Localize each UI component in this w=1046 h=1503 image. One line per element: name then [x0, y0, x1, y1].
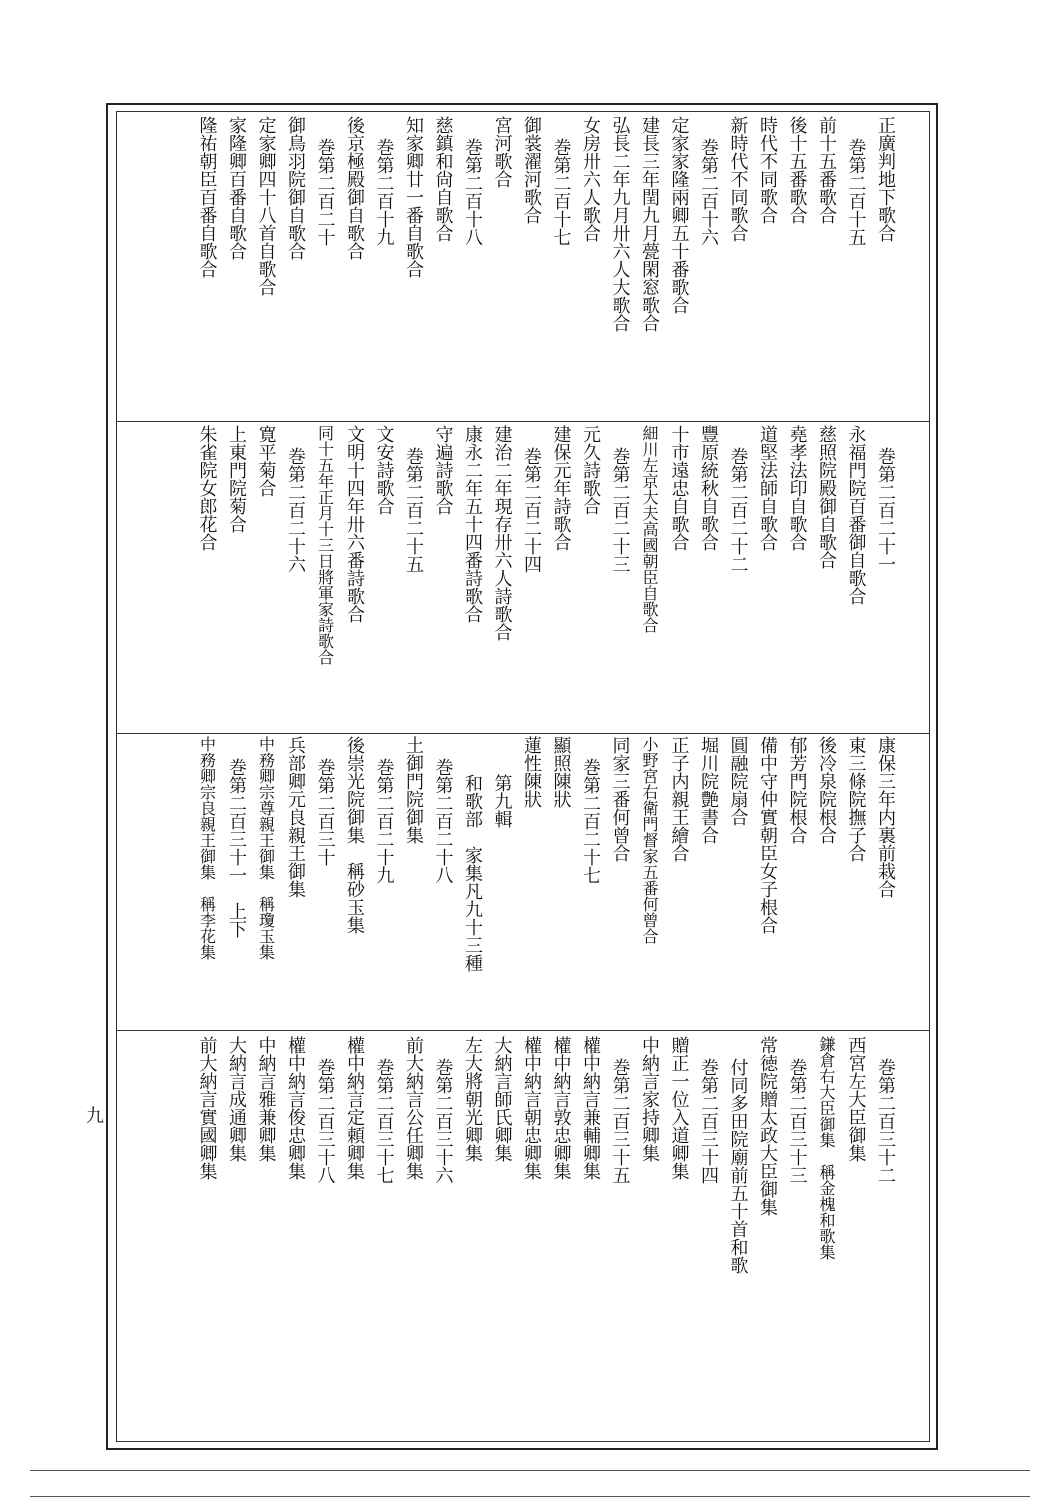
entry-column: 後崇光院御集 稱砂玉集: [344, 736, 365, 934]
entry-column: 後京極殿御自歌合: [344, 116, 365, 260]
entry-column: 朱雀院女郎花合: [196, 425, 218, 551]
entry-column: 巻第二百十五: [845, 138, 867, 246]
entry-column: 圓融院扇合: [727, 736, 749, 826]
entry-column: 文明十四年卅六番詩歌合: [344, 425, 365, 623]
entry-column: 正廣判地下歌合: [875, 116, 896, 242]
entry-column: 時代不同歌合: [757, 116, 778, 224]
entry-column: 大納言師氏卿集: [491, 1036, 513, 1162]
entry-column: 慈照院殿御自歌合: [816, 425, 837, 569]
entry-column: 巻第二百二十六: [285, 447, 306, 573]
entry-column: 文安詩歌合: [373, 425, 395, 515]
entry-column: 小野宮右衛門督家五番何曾合: [640, 736, 659, 944]
entry-column: 鎌倉右大臣御集 稱金槐和歌集: [817, 1036, 836, 1260]
entry-column: 權中納言兼輔卿集: [580, 1036, 601, 1180]
entry-column: 巻第二百十六: [698, 138, 719, 246]
footer-rule: [30, 1496, 1030, 1497]
entry-column: 巻第二百三十一 上下: [226, 758, 247, 938]
entry-column: 定家卿四十八首自歌合: [255, 116, 277, 296]
entry-column: 巻第二百二十一: [875, 447, 896, 573]
entry-column: 同家三番何曾合: [609, 736, 631, 862]
entry-column: 前大納言公任卿集: [403, 1036, 424, 1180]
entry-column: 權中納言定頼卿集: [344, 1036, 365, 1180]
entry-column: 大納言成通卿集: [226, 1036, 247, 1162]
entry-column: 中納言家持卿集: [639, 1036, 660, 1162]
entry-column: 上東門院菊合: [226, 425, 247, 533]
entry-column: 定家家隆兩卿五十番歌合: [668, 116, 690, 314]
entry-column: 隆祐朝臣百番自歌合: [196, 116, 218, 278]
entry-column: 巻第二百二十九: [373, 758, 395, 884]
entry-column: 中務卿宗尊親王御集 稱瓊玉集: [256, 736, 276, 960]
entry-column: 知家卿廿一番自歌合: [403, 116, 424, 278]
page-number: 九: [83, 1106, 104, 1124]
entry-column: 建保元年詩歌合: [550, 425, 572, 551]
entry-column: 堯孝法印自歌合: [786, 425, 808, 551]
entry-column: 巻第二百二十二: [727, 447, 749, 573]
entry-column: 和歌部 家集凡九十三種: [462, 774, 483, 972]
entry-column: 康永二年五十四番詩歌合: [462, 425, 483, 623]
entry-column: 豐原統秋自歌合: [698, 425, 719, 551]
entry-column: 中務卿宗良親王御集 稱李花集: [197, 736, 217, 960]
entry-column: 巻第二百十八: [462, 138, 483, 246]
entry-column: 權中納言俊忠卿集: [285, 1036, 306, 1180]
entry-column: 守遍詩歌合: [432, 425, 454, 515]
entry-column: 兵部卿元良親王御集: [285, 736, 306, 898]
entry-column: 巻第二百二十三: [609, 447, 631, 573]
entry-column: 郁芳門院根合: [786, 736, 808, 844]
band-2: [140, 425, 900, 735]
entry-column: 常徳院贈太政大臣御集: [757, 1036, 778, 1216]
entry-column: 左大將朝光卿集: [462, 1036, 483, 1162]
entry-column: 權中納言朝忠卿集: [521, 1036, 542, 1180]
entry-column: 康保三年内裏前栽合: [875, 736, 896, 898]
entry-column: 女房卅六人歌合: [580, 116, 601, 242]
entry-column: 備中守仲實朝臣女子根合: [757, 736, 778, 934]
entry-column: 道堅法師自歌合: [757, 425, 778, 551]
entry-column: 慈鎮和尙自歌合: [432, 116, 454, 242]
entry-column: 巻第二百三十三: [786, 1058, 808, 1184]
entry-column: 土御門院御集: [403, 736, 424, 844]
footer-rule: [30, 1470, 1030, 1471]
entry-column: 巻第二百三十二: [875, 1058, 896, 1184]
entry-column: 巻第二百二十: [314, 138, 336, 246]
entry-column: 巻第二百三十: [314, 758, 336, 866]
entry-column: 中納言雅兼卿集: [255, 1036, 277, 1162]
entry-column: 西宮左大臣御集: [845, 1036, 867, 1162]
entry-column: 巻第二百三十六: [432, 1058, 454, 1184]
band-1: [140, 116, 900, 426]
entry-column: 第九輯: [491, 774, 513, 828]
entry-column: 巻第二百三十八: [314, 1058, 336, 1184]
entry-column: 建長三年閏九月甍閑窓歌合: [639, 116, 660, 332]
entry-column: 蓮性陳狀: [521, 736, 542, 808]
entry-column: 前十五番歌合: [816, 116, 837, 224]
entry-column: 新時代不同歌合: [727, 116, 749, 242]
entry-column: 巻第二百二十七: [580, 758, 601, 884]
entry-column: 巻第二百二十八: [432, 758, 454, 884]
entry-column: 東三條院撫子合: [845, 736, 867, 862]
entry-column: 宮河歌合: [491, 116, 513, 188]
entry-column: 弘長二年九月卅六人大歌合: [609, 116, 631, 332]
entry-column: 後十五番歌合: [786, 116, 808, 224]
band-3: [140, 736, 900, 1046]
entry-column: 正子内親王繪合: [668, 736, 690, 862]
entry-column: 權中納言敦忠卿集: [550, 1036, 572, 1180]
band-4: [140, 1036, 900, 1346]
entry-column: 家隆卿百番自歌合: [226, 116, 247, 260]
entry-column: 寛平菊合: [255, 425, 277, 497]
entry-column: 建治二年現存卅六人詩歌合: [491, 425, 513, 641]
entry-column: 御鳥羽院御自歌合: [285, 116, 306, 260]
entry-column: 付同多田院廟前五十首和歌: [727, 1058, 749, 1274]
entry-column: 永福門院百番御自歌合: [845, 425, 867, 605]
entry-column: 巻第二百十七: [550, 138, 572, 246]
entry-column: 巻第二百三十七: [373, 1058, 395, 1184]
entry-column: 巻第二百二十四: [521, 447, 542, 573]
entry-column: 贈正一位入道卿集: [668, 1036, 690, 1180]
entry-column: 堀川院艶書合: [698, 736, 719, 844]
entry-column: 同十五年正月十三日將軍家詩歌合: [315, 425, 335, 665]
entry-column: 巻第二百三十五: [609, 1058, 631, 1184]
entry-column: 御裳濯河歌合: [521, 116, 542, 224]
entry-column: 細川左京大夫高國朝臣自歌合: [640, 425, 659, 633]
entry-column: 後冷泉院根合: [816, 736, 837, 844]
entry-column: 元久詩歌合: [580, 425, 601, 515]
entry-column: 巻第二百十九: [373, 138, 395, 246]
entry-column: 前大納言實國卿集: [196, 1036, 218, 1180]
entry-column: 顯照陳狀: [550, 736, 572, 808]
entry-column: 十市遠忠自歌合: [668, 425, 690, 551]
entry-column: 巻第二百二十五: [403, 447, 424, 573]
entry-column: 巻第二百三十四: [698, 1058, 719, 1184]
